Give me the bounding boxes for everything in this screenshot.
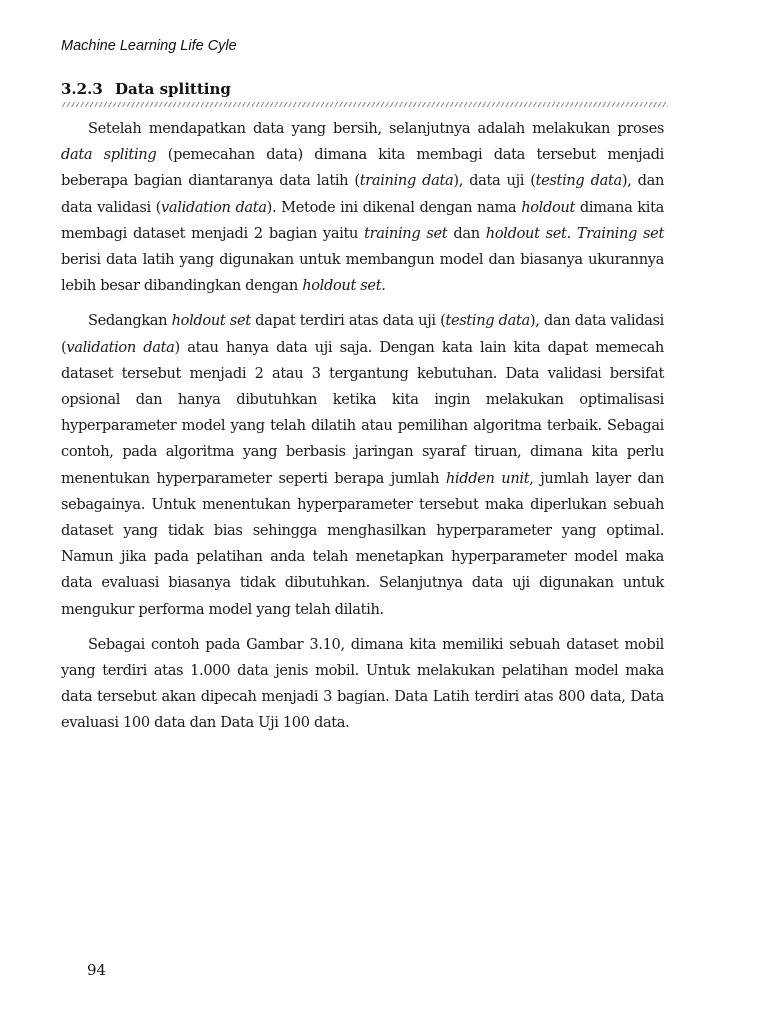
text-run: dimana kita membagi dataset menjadi 2 bagian yaitu — [61, 198, 664, 242]
section-number: 3.2.3 — [61, 80, 103, 98]
text-run: ) atau hanya data uji saja. Dengan kata lain kita dapat memecah dataset tersebut menjadi 2 atau 3 tergantung kebutuhan. Data validasi bersifat opsional dan hanya dibutuhkan ketika kita ingin melakukan optimalisasi hyperparameter model yang telah dilatih atau pemilihan algoritma terbaik. Sebagai contoh, pada algoritma yang berbasis jaringan syaraf tiruan, dimana kita perlu menentukan hyperparameter seperti berapa jumlah — [61, 338, 664, 487]
text-run: dapat terdiri atas data uji ( — [250, 312, 446, 330]
italic-term: holdout set — [171, 312, 251, 330]
italic-term: testing data — [445, 312, 530, 330]
italic-term: testing data — [535, 172, 622, 190]
italic-term: holdout set. Training set — [485, 224, 664, 242]
page-number: 94 — [87, 961, 107, 979]
paragraph-3 — [61, 632, 664, 737]
text-run: ). Metode ini dikenal dengan nama — [266, 198, 522, 216]
text-run: (pemecahan data) dimana kita membagi data tersebut menjadi beberapa bagian diantaranya data latih ( — [61, 146, 664, 190]
text-run: Sebagai contoh pada Gambar 3.10, dimana kita memiliki sebuah dataset mobil yang terdiri atas 1.000 data jenis mobil. Untuk melakukan pelatihan model maka data tersebut akan dipecah menjadi 3 bagian. Data Latih terdiri atas 800 data, Data evaluasi 100 data dan Data Uji 100 data. — [61, 635, 664, 732]
text-run: ), dan data validasi ( — [61, 312, 664, 356]
section-heading — [61, 80, 668, 98]
italic-term: holdout — [521, 198, 575, 216]
heading-divider — [61, 102, 668, 107]
section-title: Data splitting — [115, 80, 231, 98]
italic-term: validation data — [66, 338, 175, 356]
italic-term: validation data — [161, 198, 267, 216]
italic-term: holdout set. — [302, 277, 386, 295]
italic-term: training data — [359, 172, 454, 190]
italic-term: hidden unit — [445, 469, 530, 487]
text-run: ), dan data validasi ( — [61, 172, 665, 216]
text-run: ), data uji ( — [453, 172, 536, 190]
text-run: Sedangkan — [88, 312, 172, 330]
text-run: berisi data latih yang digunakan untuk membangun model dan biasanya ukurannya lebih besar dibandingkan dengan — [61, 251, 664, 295]
italic-term: data spliting — [61, 146, 157, 164]
text-run: dan — [447, 224, 486, 242]
italic-term: training set — [364, 224, 448, 242]
text-run: , jumlah layer dan sebagainya. Untuk menentukan hyperparameter tersebut maka diperlukan sebuah dataset yang tidak bias sehingga menghasilkan hyperparameter yang optimal. Namun jika pada pelatihan anda telah menetapkan hyperparameter model maka data evaluasi biasanya tidak dibutuhkan. Selanjutnya data uji digunakan untuk mengukur performa model yang telah dilatih. — [61, 469, 665, 618]
text-run: Setelah mendapatkan data yang bersih, selanjutnya adalah melakukan proses — [88, 120, 664, 137]
body-text — [61, 116, 664, 746]
running-head: Machine Learning Life Cyle — [61, 38, 237, 54]
paragraph-1 — [61, 116, 664, 299]
paragraph-2 — [61, 308, 664, 622]
